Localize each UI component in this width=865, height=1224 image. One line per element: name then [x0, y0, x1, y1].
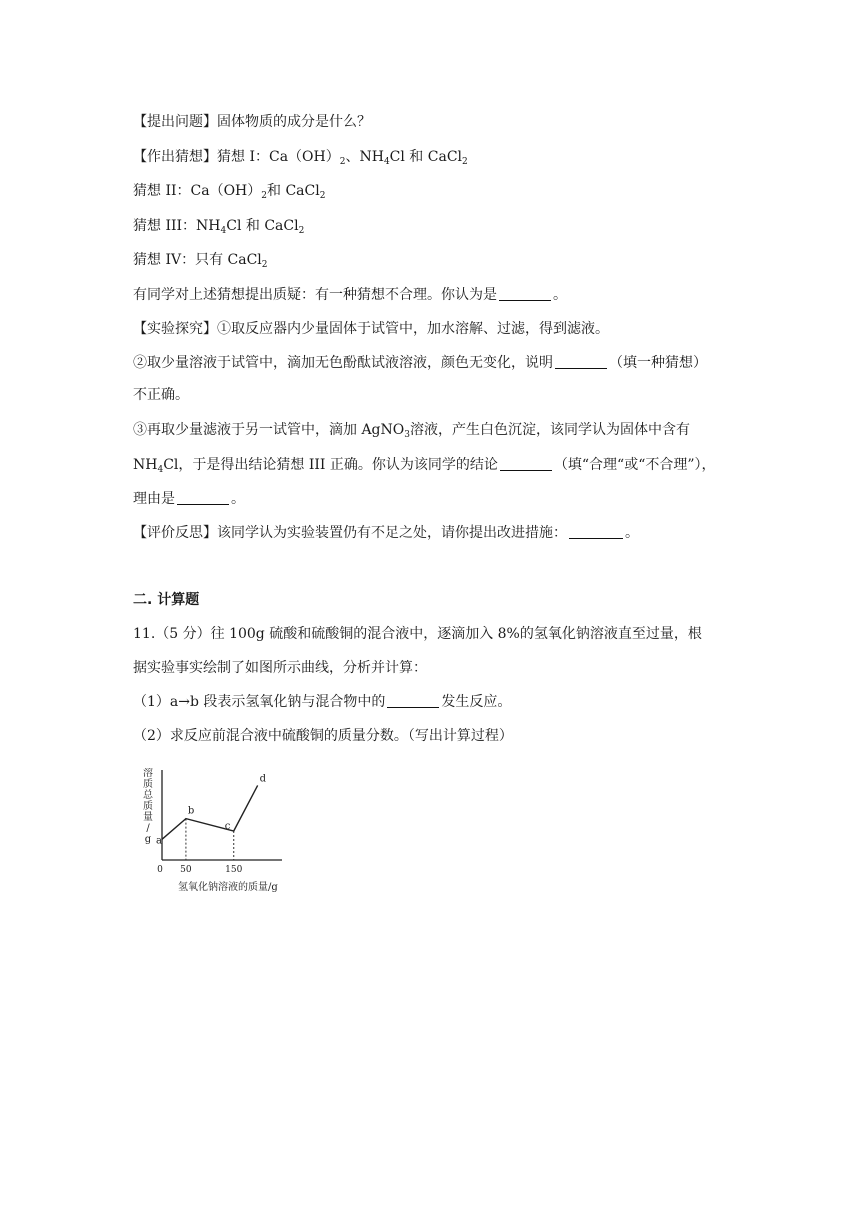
- question-11-part-1: （1）a→b 段表示氢氧化钠与混合物中的 发生反应。: [133, 694, 512, 710]
- origin-label: 0: [157, 865, 163, 875]
- chart-labels: [143, 768, 278, 893]
- x-tick-label: 150: [225, 865, 243, 875]
- question-11-line-1: 11.（5 分）往 100g 硫酸和硫酸铜的混合液中，逐滴加入 8%的氢氧化钠溶液直至过量，根: [133, 626, 702, 642]
- experiment-step-2-cont: 不正确。: [133, 387, 189, 403]
- experiment-step-3-cont: $NH_4Cl$，于是得出结论猜想 III 正确。你认为该同学的结论 （填“合理“或“不合理”），: [133, 457, 716, 475]
- experiment-step-2: ②取少量溶液于试管中，滴加无色酚酞试液溶液，颜色无变化，说明 （填一种猜想）: [133, 355, 707, 371]
- hypothesis-1: 【作出猜想】猜想 I：$Ca(OH)_2$、$NH_4Cl$ 和 CaCl$_2$: [133, 149, 468, 167]
- experiment-step-3: ③再取少量滤液于另一试管中，滴加 AgNO$_3$溶液，产生白色沉淀，该同学认为固体中含有: [133, 422, 690, 440]
- answer-blank[interactable]: [387, 693, 439, 708]
- evaluation-reflection: 【评价反思】该同学认为实验装置仍有不足之处，请你提出改进措施： 。: [133, 525, 639, 541]
- answer-blank[interactable]: [500, 456, 552, 471]
- point-label-d: d: [259, 773, 267, 785]
- experiment-step-3-reason: 理由是 。: [133, 491, 245, 507]
- doubt-statement: 有同学对上述猜想提出质疑：有一种猜想不合理。你认为是 。: [133, 287, 567, 303]
- experiment-step-1: 【实验探究】①取反应器内少量固体于试管中，加水溶解、过滤，得到滤液。: [133, 321, 609, 337]
- y-axis-label: 溶质总质量/ g: [143, 768, 153, 845]
- section-title: 二. 计算题: [133, 592, 200, 608]
- question-heading: 【提出问题】固体物质的成分是什么？: [133, 114, 371, 130]
- x-tick-label: 50: [180, 865, 192, 875]
- chart-series: [162, 785, 258, 860]
- hypothesis-2: 猜想 II：$Ca(OH)_2$和 CaCl$_2$: [133, 183, 326, 201]
- point-label-c: c: [224, 821, 231, 833]
- answer-blank[interactable]: [555, 354, 607, 369]
- point-label-a: a: [156, 835, 162, 847]
- x-axis-label: 氢氧化钠溶液的质量/g: [178, 882, 278, 893]
- answer-blank[interactable]: [499, 286, 551, 301]
- question-11-part-2: （2）求反应前混合液中硫酸铜的质量分数。（写出计算过程）: [133, 728, 513, 744]
- data-line: [162, 785, 258, 839]
- hypothesis-3: 猜想 III：$NH_4Cl$ 和 CaCl$_2$: [133, 218, 305, 236]
- solute-mass-chart: [140, 768, 300, 898]
- answer-blank[interactable]: [569, 524, 623, 539]
- hypothesis-4: 猜想 IV：只有 CaCl$_2$: [133, 252, 268, 270]
- answer-blank[interactable]: [177, 490, 229, 505]
- question-11-line-2: 据实验事实绘制了如图所示曲线，分析并计算：: [133, 660, 427, 676]
- point-label-b: b: [187, 805, 195, 817]
